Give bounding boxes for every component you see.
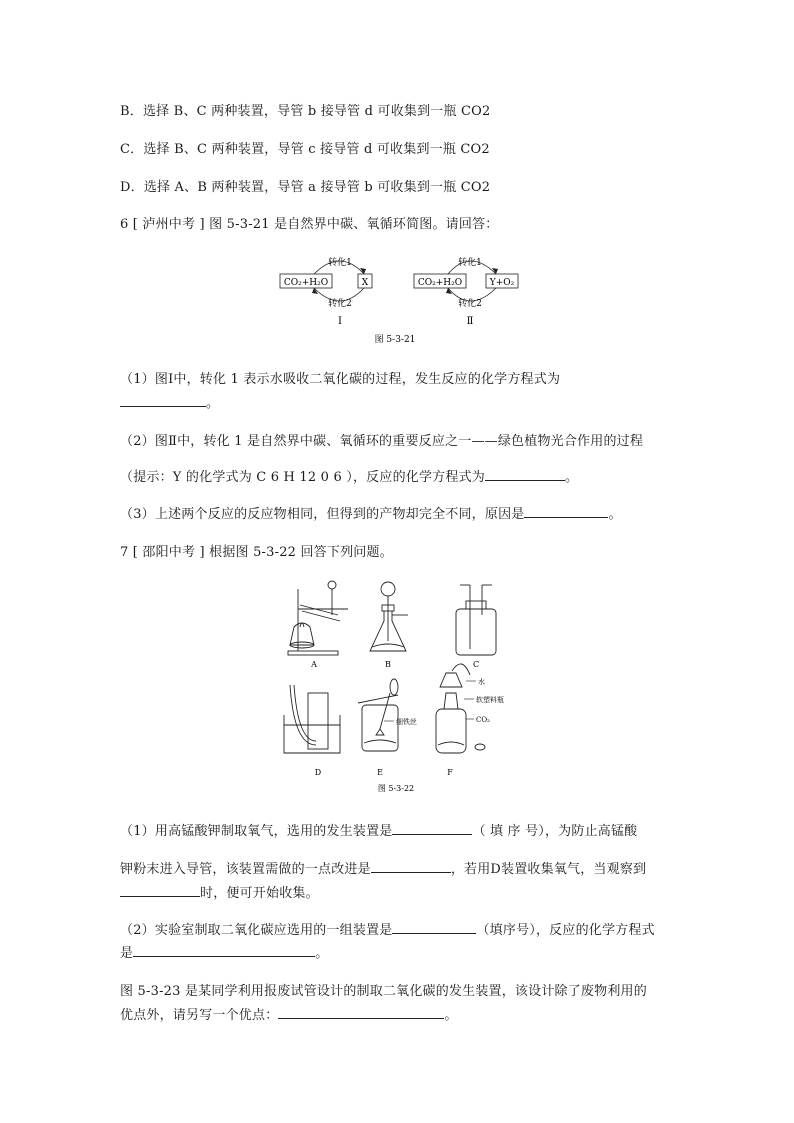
q7-part1-line2 xyxy=(120,858,646,877)
diagram1-left-label: CO₂+H₂O xyxy=(283,278,329,288)
q7-part2-line1 xyxy=(120,919,655,938)
answer-blank[interactable] xyxy=(371,860,451,873)
diagram1-x-label: X xyxy=(361,278,369,288)
label-c: C xyxy=(472,660,480,669)
q6-part1 xyxy=(120,368,560,387)
label-f: F xyxy=(447,768,453,777)
diagram1-label: Ⅰ xyxy=(338,316,342,327)
q6-part3-end: 。 xyxy=(608,507,622,522)
figure-caption: 图 5-3-22 xyxy=(377,784,415,793)
diagram2-y-label: Y+O₂ xyxy=(489,278,515,288)
q7-part3-line2 xyxy=(120,1004,458,1023)
q6-part2-end: 。 xyxy=(564,470,579,485)
q7-part2-text: （2）实验室制取二氧化碳应选用的一组装置是 xyxy=(120,923,393,938)
q6-part2: （2）图Ⅱ中，转化 1 是自然界中碳、氧循环的重要反应之一——绿色植物光合作用的过程 xyxy=(120,434,644,449)
q7-part2-line2-end: 。 xyxy=(315,946,329,961)
q7-part1-after: （ 填 序 号），为防止高锰酸 xyxy=(472,824,638,839)
figure-caption: 图 5-3-21 xyxy=(374,335,416,345)
q7-part3-line1: 图 5-3-23 是某同学利用报废试管设计的制取二氧化碳的发生装置，该设计除了废物利用的 xyxy=(120,984,647,999)
diagram2-conv2: 转化2 xyxy=(458,299,482,309)
q6-part1-answer xyxy=(120,392,219,411)
answer-blank[interactable] xyxy=(524,505,608,518)
figure-5-3-21 xyxy=(270,248,530,348)
q7-part1-line3-after: 时，便可开始收集。 xyxy=(200,886,319,901)
answer-blank[interactable] xyxy=(133,944,315,957)
apparatus-a xyxy=(288,581,348,655)
label-water: 水 xyxy=(478,678,485,686)
q7-part3-text: 优点外，请另写一个优点： xyxy=(120,1008,279,1023)
q7-part1-line3 xyxy=(120,882,319,901)
q6-part1-text: （1）图Ⅰ中，转化 1 表示水吸收二氧化碳的过程，发生反应的化学方程式为 xyxy=(120,372,561,387)
option-b: B．选择 B、C 两种装置，导管 b 接导管 d 可收集到一瓶 CO2 xyxy=(120,104,491,119)
q7-part1-line2-text: 钾粉末进入导管，该装置需做的一点改进是 xyxy=(120,862,371,877)
q6-part3-text: （3）上述两个反应的反应物相同，但得到的产物却完全不同，原因是 xyxy=(120,507,525,522)
label-bottle: 软塑料瓶 xyxy=(476,696,504,704)
label-co2: CO₂ xyxy=(476,716,490,724)
label-b: B xyxy=(385,660,391,669)
answer-blank[interactable] xyxy=(485,468,565,481)
q7-part1-line2-after: ，若用D装置收集氧气，当观察到 xyxy=(450,862,647,877)
q7-part3-end: 。 xyxy=(444,1008,458,1023)
answer-blank[interactable] xyxy=(392,921,476,934)
q6-part2-hint xyxy=(120,466,578,485)
apparatus-e xyxy=(358,679,398,751)
answer-blank[interactable] xyxy=(120,884,200,897)
apparatus-d xyxy=(284,685,340,753)
answer-blank[interactable] xyxy=(278,1006,444,1019)
label-d: D xyxy=(314,768,322,777)
q7-part2-line2-text: 是 xyxy=(120,946,134,961)
option-d: D．选择 A、B 两种装置，导管 a 接导管 b 可收集到一瓶 CO2 xyxy=(120,180,491,195)
label-e: E xyxy=(377,768,383,777)
diagram1-conv1: 转化1 xyxy=(328,258,352,268)
q7-stem: 7 [ 邵阳中考 ] 根据图 5-3-22 回答下列问题。 xyxy=(120,545,393,560)
figure-5-3-22 xyxy=(280,575,520,800)
label-a: A xyxy=(311,660,317,669)
diagram2-conv1: 转化1 xyxy=(458,258,482,268)
diagram2-label: Ⅱ xyxy=(466,316,474,327)
apparatus-b xyxy=(370,582,408,651)
option-c: C．选择 B、C 两种装置，导管 c 接导管 d 可收集到一瓶 CO2 xyxy=(120,142,490,157)
answer-blank[interactable] xyxy=(392,822,472,835)
q6-part1-end: 。 xyxy=(206,396,220,411)
q7-part1-line1 xyxy=(120,820,637,839)
q7-part1-text: （1）用高锰酸钾制取氧气，选用的发生装置是 xyxy=(120,824,393,839)
q6-stem: 6 [ 泸州中考 ] 图 5-3-21 是自然界中碳、氧循环简图。请回答： xyxy=(120,217,499,232)
q6-part2-hint-text: （提示：Y 的化学式为 C 6 H 12 0 6 ），反应的化学方程式为 xyxy=(120,470,485,485)
diagram1-conv2: 转化2 xyxy=(328,299,352,309)
answer-blank[interactable] xyxy=(120,394,206,407)
label-wire: 细铁丝 xyxy=(396,718,417,726)
diagram2-left-label: CO₂+H₂O xyxy=(417,278,463,288)
q7-part2-after: （填序号），反应的化学方程式 xyxy=(476,923,655,938)
q6-part3 xyxy=(120,503,622,522)
apparatus-c xyxy=(456,585,496,655)
q7-part2-line2 xyxy=(120,942,328,961)
